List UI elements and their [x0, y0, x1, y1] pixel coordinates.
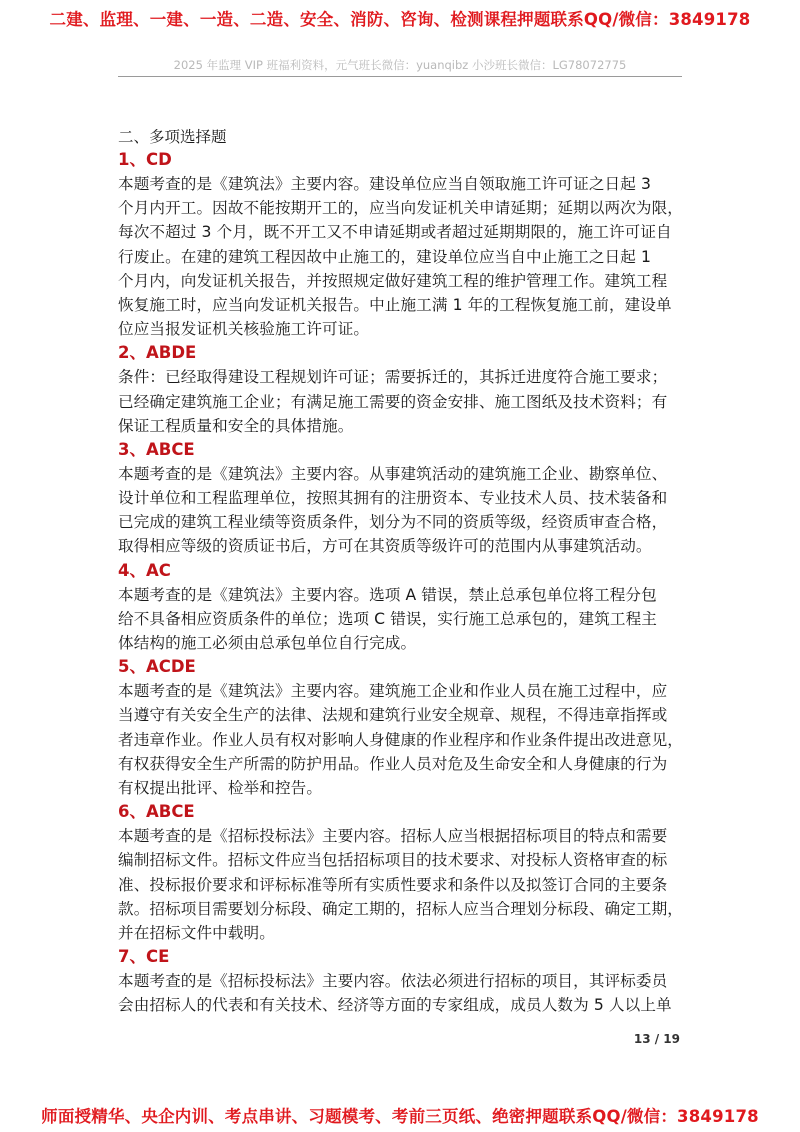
explanation-line: 编制招标文件。招标文件应当包括招标项目的技术要求、对投标人资格审查的标	[118, 851, 668, 870]
top-promo-banner: 二建、监理、一建、一造、二造、安全、消防、咨询、检测课程押题联系QQ/微信：3849178	[49, 10, 751, 29]
answer-heading: 3、ABCE	[118, 439, 195, 459]
answer-heading: 5、ACDE	[118, 657, 196, 677]
explanation-line: 位应当报发证机关核验施工许可证。	[118, 320, 370, 339]
explanation-line: 有权提出批评、检举和控告。	[118, 778, 323, 797]
explanation-line: 个月内开工。因故不能按期开工的，应当向发证机关申请延期；延期以两次为限，	[118, 199, 683, 218]
explanation-line: 本题考查的是《建筑法》主要内容。从事建筑活动的建筑施工企业、勘察单位、	[118, 464, 668, 483]
page-header-text: 2025 年监理 VIP 班福利资料，元气班长微信：yuanqibz 小沙班长微信：LG78072775	[173, 58, 627, 72]
explanation-line: 本题考查的是《建筑法》主要内容。建设单位应当自领取施工许可证之日起 3	[118, 175, 651, 193]
explanation-line: 条件：已经取得建设工程规划许可证；需要拆迁的，其拆迁进度符合施工要求；	[118, 368, 668, 387]
answer-heading: 2、ABDE	[118, 343, 197, 363]
explanation-line: 体结构的施工必须由总承包单位自行完成。	[118, 634, 417, 652]
explanation-line: 有权获得安全生产所需的防护用品。作业人员对危及生命安全和人身健康的行为	[118, 754, 668, 773]
answer-heading: 1、CD	[118, 150, 172, 169]
explanation-line: 本题考查的是《建筑法》主要内容。选项 A 错误，禁止总承包单位将工程分包	[118, 585, 657, 604]
explanation-line: 当遵守有关安全生产的法律、法规和建筑行业安全规章、规程，不得违章指挥或	[118, 706, 668, 725]
question-block	[118, 945, 684, 1017]
page-number: 13 / 19	[633, 1032, 680, 1046]
explanation-line: 保证工程质量和安全的具体措施。	[118, 416, 354, 435]
explanation-line: 本题考查的是《招标投标法》主要内容。依法必须进行招标的项目，其评标委员	[118, 972, 668, 991]
explanation-line: 准、投标报价要求和评标标准等所有实质性要求和条件以及拟签订合同的主要条	[118, 875, 668, 894]
explanation-line: 已完成的建筑工程业绩等资质条件，划分为不同的资质等级，经资质审查合格，	[118, 513, 668, 532]
explanation-line: 本题考查的是《建筑法》主要内容。建筑施工企业和作业人员在施工过程中，应	[118, 682, 668, 701]
explanation-line: 给不具备相应资质条件的单位；选项 C 错误，实行施工总承包的，建筑工程主	[118, 609, 657, 628]
explanation-line: 并在招标文件中载明。	[118, 923, 275, 942]
explanation-line: 设计单位和工程监理单位，按照其拥有的注册资本、专业技术人员、技术装备和	[118, 489, 668, 508]
question-block	[118, 559, 684, 656]
explanation-line: 本题考查的是《招标投标法》主要内容。招标人应当根据招标项目的特点和需要	[118, 827, 668, 846]
question-block	[118, 800, 684, 945]
question-block	[118, 341, 684, 438]
explanation-line: 每次不超过 3 个月，既不开工又不申请延期或者超过延期期限的，施工许可证自	[118, 223, 672, 242]
question-block	[118, 438, 684, 559]
explanation-line: 已经确定建筑施工企业；有满足施工需要的资金安排、施工图纸及技术资料；有	[118, 392, 668, 411]
explanation-line: 会由招标人的代表和有关技术、经济等方面的专家组成，成员人数为 5 人以上单	[118, 996, 672, 1015]
section-title: 二、多项选择题	[118, 128, 227, 146]
bottom-promo-banner: 师面授精华、央企内训、考点串讲、习题模考、考前三页纸、绝密押题联系QQ/微信：3849178	[41, 1107, 759, 1126]
explanation-line: 个月内，向发证机关报告，并按照规定做好建筑工程的维护管理工作。建筑工程	[118, 271, 668, 290]
question-block	[118, 655, 684, 800]
explanation-line: 款。招标项目需要划分标段、确定工期的，招标人应当合理划分标段、确定工期，	[118, 899, 683, 918]
question-block	[118, 148, 684, 341]
answer-heading: 6、ABCE	[118, 802, 195, 822]
header-divider	[118, 76, 682, 77]
answer-heading: 4、AC	[118, 560, 171, 580]
document-body	[118, 126, 684, 1017]
explanation-line: 行废止。在建的建筑工程因故中止施工的，建设单位应当自中止施工之日起 1	[118, 247, 651, 266]
explanation-line: 者违章作业。作业人员有权对影响人身健康的作业程序和作业条件提出改进意见，	[118, 730, 683, 749]
answer-heading: 7、CE	[118, 947, 170, 967]
explanation-line: 取得相应等级的资质证书后，方可在其资质等级许可的范围内从事建筑活动。	[118, 537, 652, 556]
explanation-line: 恢复施工时，应当向发证机关报告。中止施工满 1 年的工程恢复施工前，建设单	[118, 295, 672, 314]
